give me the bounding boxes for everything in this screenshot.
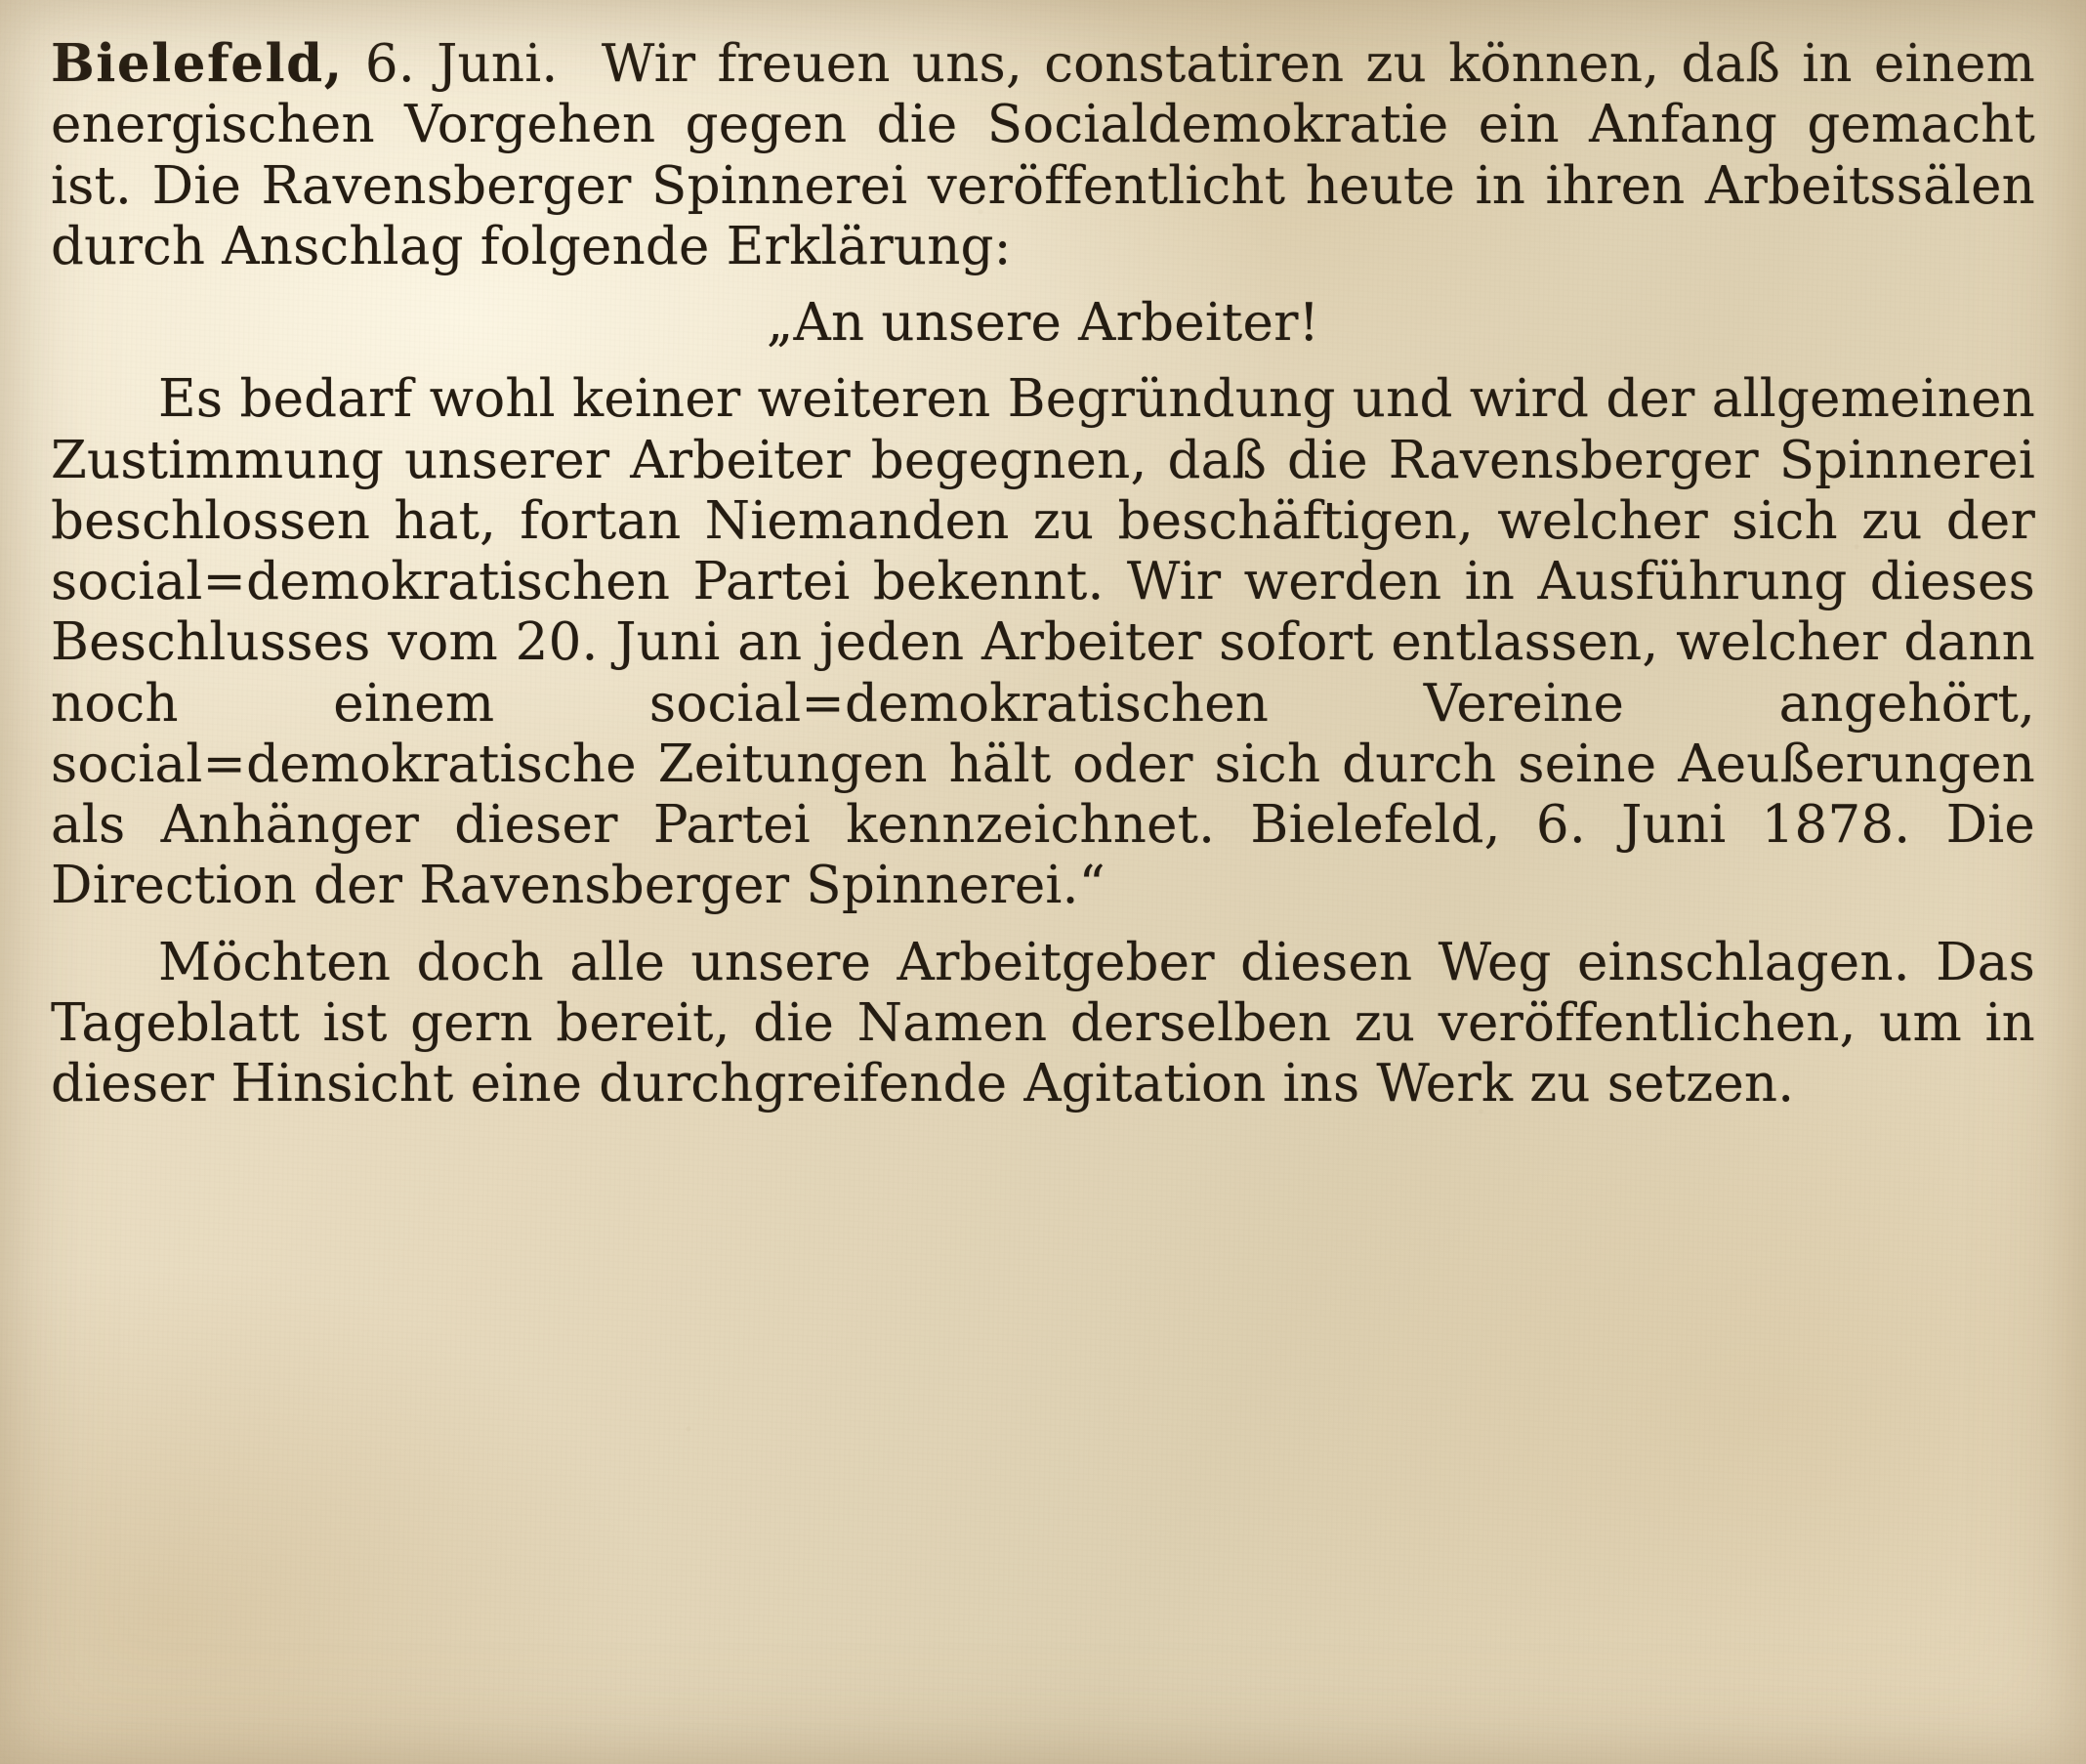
dateline-date: 6. Juni. [364,34,559,94]
dateline-place: Bielefeld, [51,33,344,94]
paragraph-intro [51,33,2035,277]
paragraph-comment [51,933,2035,1115]
paragraph-declaration-text: Es bedarf wohl keiner weiteren Begründung und wird der allgemeinen Zustimmung unserer Arbeiter begegnen, daß die Ravensberger Spinnerei beschlossen hat, fortan Niemanden zu beschäftigen, welcher sich zu der social=demokratischen Partei bekennt. Wir werden in Ausführung dieses Beschlusses vom 20. Juni an jeden Arbeiter sofort entlassen, welcher dann noch einem social=demokratischen Vereine angehört, social=demokratische Zeitungen hält oder sich durch seine Aeußerungen als Anhänger dieser Partei kennzeichnet. Bielefeld, 6. Juni 1878. Die Direction der Ravensberger Spinnerei.“ [51,369,2035,916]
paragraph-intro-text: Wir freuen uns, constatiren zu können, daß in einem energischen Vorgehen gegen die Socialdemokratie ein Anfang gemacht ist. Die Ravensberger Spinnerei veröffentlicht heute in ihren Arbeitssälen durch Anschlag folgende Erklärung: [51,34,2035,276]
paragraph-declaration [51,369,2035,916]
paragraph-comment-text: Möchten doch alle unsere Arbeitgeber diesen Weg einschlagen. Das Tageblatt ist gern bereit, die Namen derselben zu veröffentlichen, um in dieser Hinsicht eine durchgreifende Agitation ins Werk zu setzen. [51,932,2035,1114]
declaration-headline: „An unsere Arbeiter! [766,293,1320,354]
